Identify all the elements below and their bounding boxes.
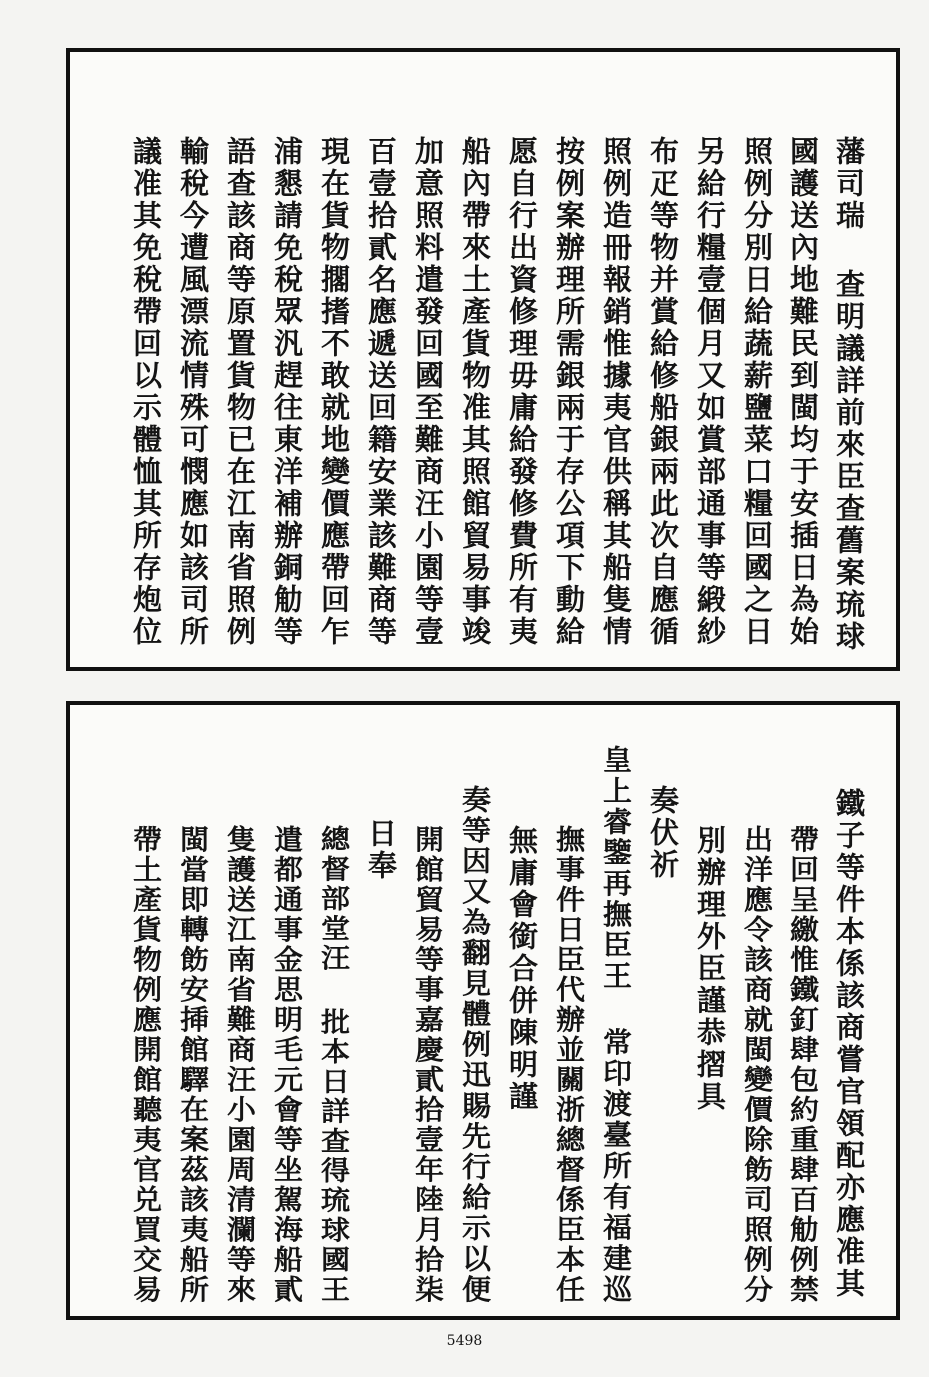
top-column-15: 輸稅今遭風漂流情殊可憫應如該司所 [176, 136, 210, 648]
top-column-1: 藩司瑞 查明議詳前來臣查舊案琉球 [832, 136, 866, 653]
bottom-column-7: 撫事件日臣代辦並關浙總督係臣本任 [552, 825, 586, 1306]
bottom-column-9: 奏等因又為翻見體例迅賜先行給示以便 [458, 785, 492, 1306]
top-column-8: 愿自行出資修理毋庸給發修費所有夷 [505, 136, 539, 648]
top-column-3: 照例分別日給蔬薪鹽菜口糧回國之日 [740, 136, 774, 648]
top-column-4: 另給行糧壹個月又如賞部通事等緞紗 [693, 136, 727, 648]
bottom-column-2: 帶回呈繳惟鐵釘肆包約重肆百觔例禁 [786, 825, 820, 1306]
bottom-column-12: 總督部堂汪 批本日詳查得琉球國王 [317, 825, 351, 1305]
bottom-column-8: 無庸會銜合併陳明謹 [505, 825, 539, 1113]
bottom-column-15: 閩當即轉飭安揷館驛在案茲該夷船所 [176, 825, 210, 1306]
bottom-column-14: 隻護送江南省難商汪小園周清瀾等來 [223, 825, 257, 1306]
bottom-column-16: 帶土產貨物例應開館聽夷官兑買交易 [129, 825, 163, 1306]
bottom-column-11: 日奉 [364, 818, 398, 882]
bottom-column-4: 別辦理外臣謹恭摺具 [693, 825, 727, 1113]
bottom-column-13: 遣都通事金思明毛元會等坐駕海船貳 [270, 825, 304, 1306]
top-column-5: 布疋等物并賞給修船銀兩此次自應循 [646, 136, 680, 648]
bottom-column-10: 開館貿易等事嘉慶貳拾壹年陸月拾柒 [411, 825, 445, 1306]
top-column-16: 議准其免稅帶回以示體恤其所存炮位 [129, 136, 163, 648]
top-column-9: 船內帶來土產貨物准其照館貿易事竣 [458, 136, 492, 648]
top-column-13: 浦懇請免稅眾汎趕往東洋補辦銅觔等 [270, 136, 304, 648]
top-column-6: 照例造冊報銷惟據夷官供稱其船隻情 [599, 136, 633, 648]
bottom-column-3: 出洋應令該商就閩變價除飭司照例分 [740, 825, 774, 1306]
top-column-10: 加意照料遣發回國至難商汪小園等壹 [411, 136, 445, 648]
top-column-11: 百壹拾貳名應遞送回籍安業該難商等 [364, 136, 398, 648]
top-column-2: 國護送內地難民到閩均于安插日為始 [786, 136, 820, 648]
bottom-column-6: 皇上睿鑒再撫臣王 常印渡臺所有福建巡 [599, 745, 633, 1306]
top-column-7: 按例案辦理所需銀兩于存公項下動給 [552, 136, 586, 648]
bottom-column-5: 奏伏祈 [646, 785, 680, 881]
page-number: 5498 [446, 1333, 483, 1349]
bottom-column-1: 鐵子等件本係該商嘗官領配亦應准其 [832, 788, 866, 1300]
top-column-12: 現在貨物擱搘不敢就地變價應帶回乍 [317, 136, 351, 648]
top-column-14: 語查該商等原置貨物已在江南省照例 [223, 136, 257, 648]
